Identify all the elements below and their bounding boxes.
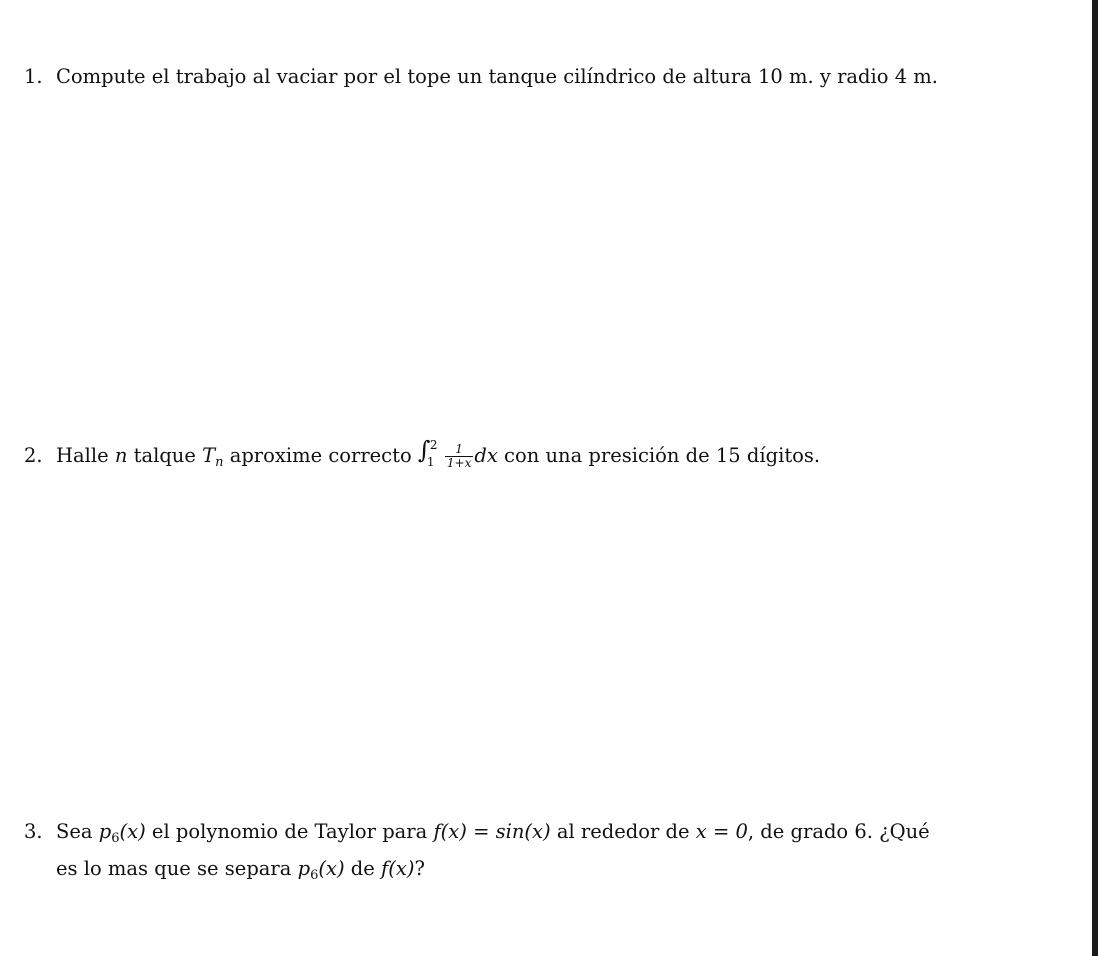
p6-second: [297, 857, 345, 883]
problem-1-text: Compute el trabajo al vaciar por el tope un tanque cilíndrico de altura 10 m. y radio 4 m.: [56, 65, 938, 88]
f-equals-sin: f(x) = sin(x): [433, 820, 551, 843]
problem-3-number: 3.: [24, 820, 43, 843]
fraction-numerator: 1: [455, 442, 463, 456]
dx: dx: [474, 444, 498, 467]
integral-lower-limit: 1: [426, 455, 435, 469]
p6-second-arg: (x): [318, 857, 345, 880]
integral-upper-limit: 2: [429, 438, 438, 452]
problem-3-text-5: es lo mas que se separa: [56, 857, 292, 880]
problem-2-number: 2.: [24, 444, 43, 467]
problem-1-number: 1.: [24, 65, 43, 88]
problem-3-text-1: Sea: [56, 820, 93, 843]
p6-first-subscript: 6: [111, 831, 120, 846]
problem-3-line-2: [24, 854, 1074, 891]
problem-3-text-6: de: [350, 857, 375, 880]
x-equals-zero: x = 0: [695, 820, 748, 843]
problem-3-text-2: el polynomio de Taylor para: [151, 820, 428, 843]
problem-2-text-4: con una presición de 15 dígitos.: [504, 444, 821, 467]
problem-3-text-7: ?: [414, 857, 425, 880]
p6-first-arg: (x): [119, 820, 146, 843]
problem-2: [24, 438, 1074, 478]
problem-2-text-3: aproxime correcto: [229, 444, 412, 467]
problem-3: [24, 817, 1074, 891]
problem-2-text-2: talque: [133, 444, 196, 467]
var-T: [202, 444, 224, 470]
var-n: n: [114, 444, 128, 467]
var-T-letter: T: [202, 444, 216, 467]
var-T-subscript: n: [215, 455, 224, 470]
p6-second-letter: p: [297, 857, 311, 880]
problem-3-text-3: al rededor de: [556, 820, 690, 843]
p6-first: [98, 820, 146, 846]
problem-3-line-1: [24, 817, 1074, 854]
problem-2-text-1: Halle: [56, 444, 109, 467]
p6-second-subscript: 6: [310, 868, 319, 883]
p6-first-letter: p: [98, 820, 112, 843]
integral: [418, 438, 444, 468]
page-edge-border: [1092, 0, 1098, 956]
integrand-fraction: [445, 443, 473, 470]
fraction-denominator: 1+x: [446, 456, 472, 470]
integral-sign: ∫: [417, 436, 431, 464]
problem-3-text-4: , de grado 6. ¿Qué: [747, 820, 930, 843]
f-of-x: f(x): [381, 857, 415, 880]
problem-1: [24, 62, 1074, 92]
